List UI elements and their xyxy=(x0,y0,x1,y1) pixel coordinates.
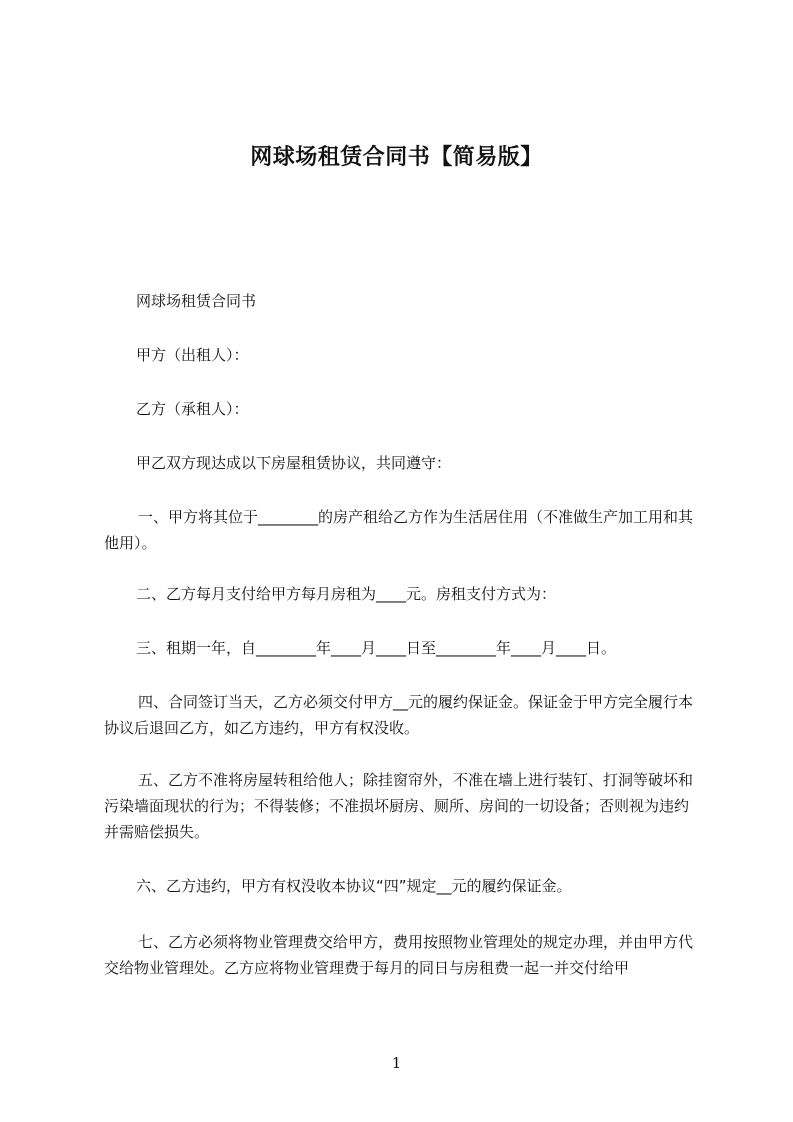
paragraph-clause-4: 四、合同签订当天，乙方必须交付甲方__元的履约保证金。保证金于甲方完全履行本协议后退回乙方，如乙方违约，甲方有权没收。 xyxy=(104,693,694,737)
document-title: 网球场租赁合同书【简易版】 xyxy=(250,145,543,170)
paragraph-clause-2: 二、乙方每月支付给甲方每月房租为____元。房租支付方式为： xyxy=(136,585,557,603)
paragraph-agreement-intro: 甲乙双方现达成以下房屋租赁协议，共同遵守： xyxy=(136,454,452,472)
paragraph-heading: 网球场租赁合同书 xyxy=(136,292,257,310)
paragraph-clause-7: 七、乙方必须将物业管理费交给甲方，费用按照物业管理处的规定办理，并由甲方代交给物业管理处。乙方应将物业管理费于每月的同日与房租费一起一并交付给甲 xyxy=(104,933,694,977)
paragraph-party-a: 甲方（出租人）： xyxy=(136,346,249,364)
paragraph-clause-5: 五、乙方不准将房屋转租给他人；除挂窗帘外，不准在墙上进行装钉、打洞等破坏和污染墙面现状的行为；不得装修；不准损坏厨房、厕所、房间的一切设备；否则视为违约并需赔偿损失。 xyxy=(104,771,694,841)
page-number: 1 xyxy=(391,1054,402,1072)
paragraph-clause-6: 六、乙方违约，甲方有权没收本协议“四”规定__元的履约保证金。 xyxy=(136,877,572,895)
paragraph-clause-1: 一、甲方将其位于________的房产租给乙方作为生活居住用（不准做生产加工用和其他用）。 xyxy=(104,508,694,552)
paragraph-clause-3: 三、租期一年，自________年____月____日至________年____月____日。 xyxy=(136,639,617,657)
paragraph-party-b: 乙方（承租人）： xyxy=(136,400,249,418)
